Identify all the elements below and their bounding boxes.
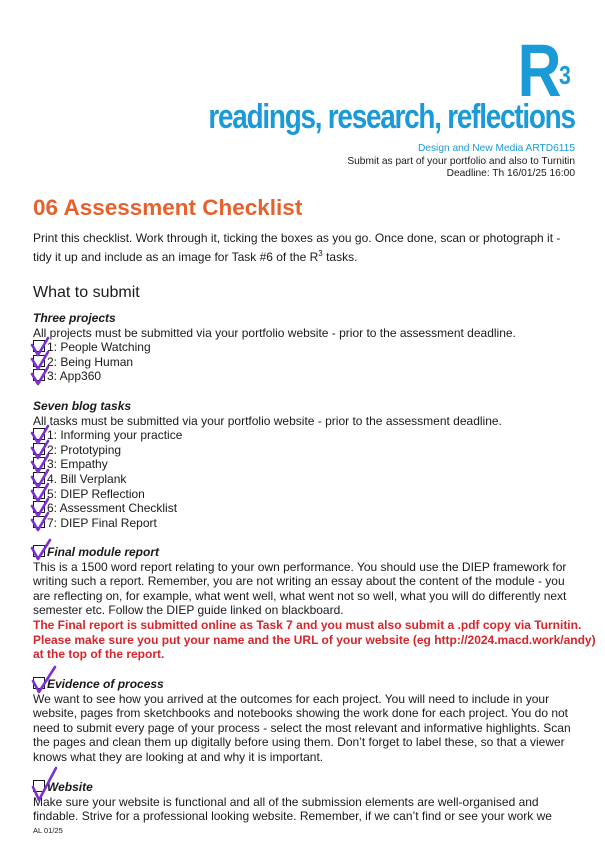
projects-section — [33, 311, 579, 384]
projects-heading: Three projects — [33, 311, 116, 325]
item-label: 2: Being Human — [47, 354, 134, 369]
checkbox[interactable] — [33, 677, 45, 689]
section-heading-what-to-submit: What to submit — [33, 284, 140, 301]
intro-text — [33, 231, 573, 265]
checklist-item-blog-3[interactable] — [33, 457, 579, 472]
course-meta — [347, 143, 575, 181]
item-label: Final module report — [47, 545, 160, 559]
item-label: 2: Prototyping — [47, 442, 122, 457]
item-label: Evidence of process — [47, 677, 164, 691]
checklist-item-project-2[interactable] — [33, 355, 579, 370]
checklist-item-project-3[interactable] — [33, 369, 579, 384]
blog-heading: Seven blog tasks — [33, 399, 132, 413]
r3-superscript: 3 — [559, 60, 571, 90]
deadline: Deadline: Th 16/01/25 16:00 — [446, 168, 575, 179]
website-body-2: findable. Strive for a professional looking website. Remember, if we can’t find or see your work we — [33, 809, 552, 824]
checkbox[interactable] — [33, 355, 45, 367]
item-label: 3: Empathy — [47, 457, 108, 472]
evidence-body-5: knows what they are looking at and why it is important. — [33, 749, 324, 764]
course-name: Design and New Media ARTD6115 — [417, 143, 575, 154]
item-label: 1: Informing your practice — [47, 428, 183, 443]
checkbox[interactable] — [33, 428, 45, 440]
evidence-body-4: the pages and clean them up digitally before using them. Don’t forget to label these, so that a viewer — [33, 735, 565, 750]
brand-subtitle: readings, research, reflections — [208, 98, 575, 136]
item-label: 7: DIEP Final Report — [47, 515, 157, 530]
intro-line-1: Print this checklist. Work through it, ticking the boxes as you go. Once done, scan or photograph it - — [33, 231, 561, 245]
checklist-item-blog-2[interactable] — [33, 443, 579, 458]
evidence-body-2: website, pages from sketchbooks and notebooks showing the work done for each project. You do not — [33, 706, 569, 721]
page-title: 06 Assessment Checklist — [33, 195, 303, 220]
item-label: 4. Bill Verplank — [47, 471, 127, 486]
final-report-warning-3: at the top of the report. — [33, 647, 165, 662]
website-body-1: Make sure your website is functional and all of the submission elements are well-organised and — [33, 794, 539, 809]
footer-version: AL 01/25 — [33, 826, 63, 835]
submission-note: Submit as part of your portfolio and also to Turnitin — [347, 155, 575, 167]
final-report-heading[interactable] — [33, 545, 579, 560]
item-label: 6: Assessment Checklist — [47, 501, 178, 516]
intro-superscript: 3 — [318, 249, 323, 258]
intro-line-2-end: tasks. — [322, 250, 358, 264]
final-report-body-2: writing such a report. Remember, you are not writing an essay about the content of the module - you — [33, 574, 565, 589]
checklist-item-blog-5[interactable] — [33, 487, 579, 502]
item-label: Website — [47, 780, 93, 794]
item-label: 1: People Watching — [47, 340, 151, 355]
checklist-item-blog-6[interactable] — [33, 501, 579, 516]
evidence-heading[interactable] — [33, 677, 579, 692]
checkbox[interactable] — [33, 501, 45, 513]
checkbox[interactable] — [33, 545, 45, 557]
checkbox[interactable] — [33, 780, 45, 792]
website-heading[interactable] — [33, 780, 579, 795]
checkbox[interactable] — [33, 516, 45, 528]
blog-note: All tasks must be submitted via your portfolio website - prior to the assessment deadline. — [33, 413, 502, 428]
intro-line-2: tidy it up and include as an image for Task #6 of the R — [33, 250, 319, 264]
evidence-section — [33, 677, 579, 765]
item-label: 3: App360 — [47, 369, 102, 384]
final-report-section — [33, 545, 596, 662]
final-report-warning-2: Please make sure you put your name and the URL of your website (eg http://2024.macd.work/andy) — [33, 632, 596, 647]
final-report-body-1: This is a 1500 word report relating to your own performance. You should use the DIEP framework for — [33, 559, 567, 574]
final-report-warning-1: The Final report is submitted online as Task 7 and you must also submit a .pdf copy via Turnitin. — [33, 617, 582, 632]
final-report-body-3: are reflecting on, for example, what went well, what went not so well, what you will do differently next — [33, 588, 567, 603]
checklist-item-project-1[interactable] — [33, 340, 579, 355]
r3-letter: R — [517, 29, 560, 112]
checkbox[interactable] — [33, 487, 45, 499]
item-label: 5: DIEP Reflection — [47, 486, 145, 501]
r3-logo — [517, 29, 571, 112]
checkbox[interactable] — [33, 369, 45, 381]
projects-note: All projects must be submitted via your portfolio website - prior to the assessment deadline. — [33, 325, 516, 340]
final-report-body-4: semester etc. Follow the DIEP guide linked on blackboard. — [33, 603, 344, 618]
checklist-item-blog-1[interactable] — [33, 428, 579, 443]
checkbox[interactable] — [33, 443, 45, 455]
checkbox[interactable] — [33, 457, 45, 469]
website-section — [33, 780, 579, 824]
evidence-body-1: We want to see how you arrived at the outcomes for each project. You will need to include in your — [33, 691, 550, 706]
evidence-body-3: need to submit every page of your process - select the most relevant and informative highlights. Scan — [33, 720, 571, 735]
checklist-item-blog-4[interactable] — [33, 472, 579, 487]
checkbox[interactable] — [33, 472, 45, 484]
checkbox[interactable] — [33, 340, 45, 352]
blog-section — [33, 399, 579, 530]
checklist-item-blog-7[interactable] — [33, 516, 579, 531]
